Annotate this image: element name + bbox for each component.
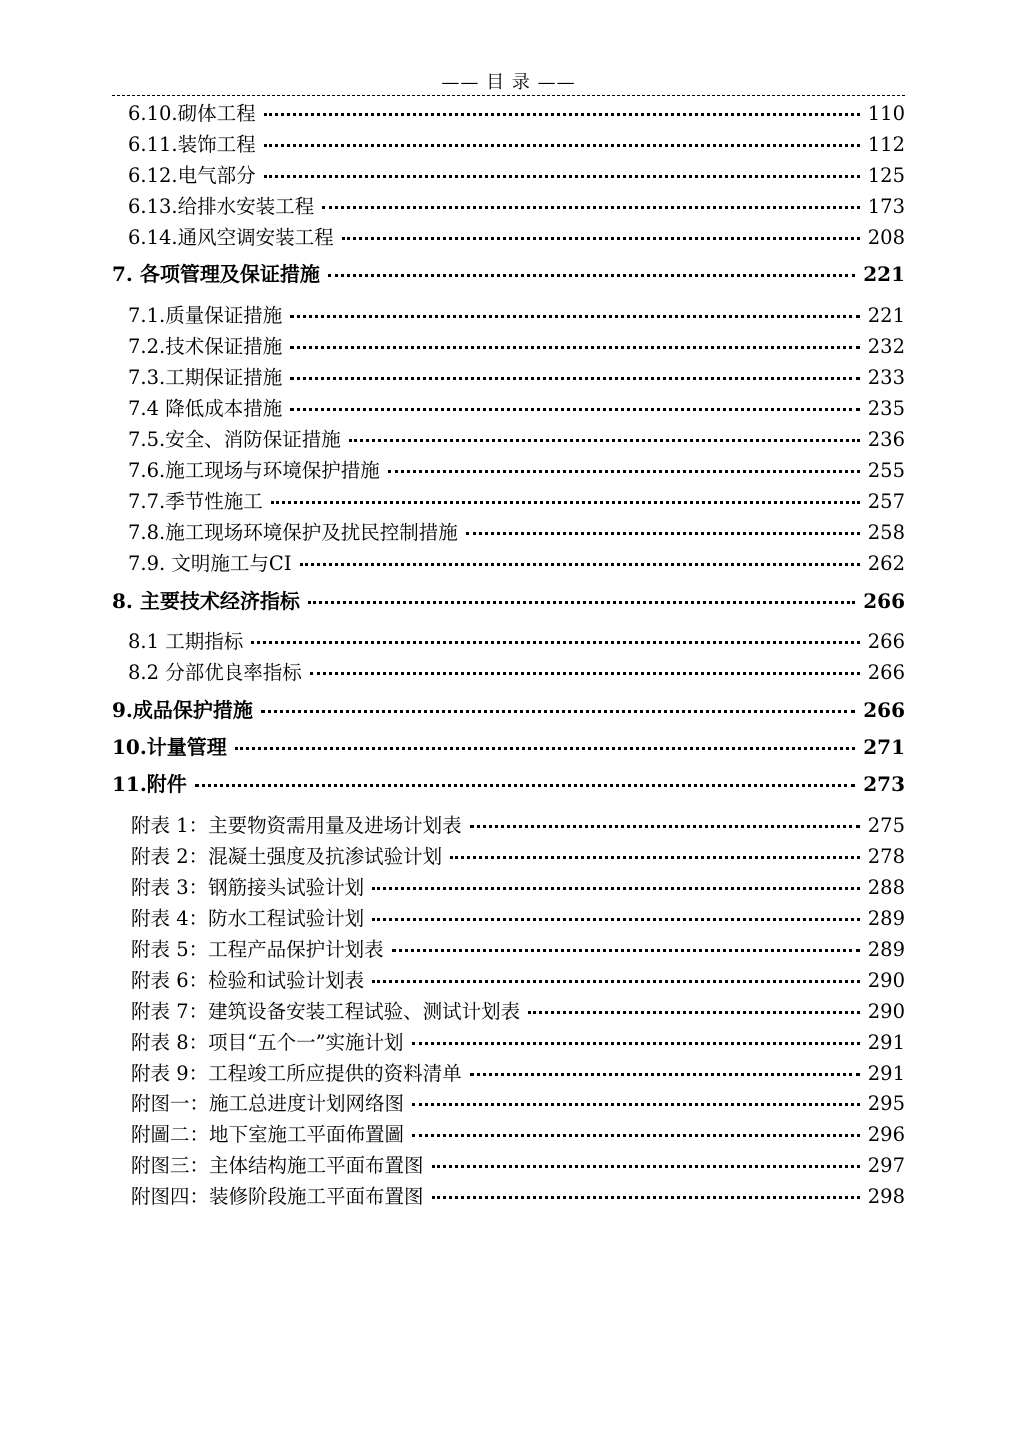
toc-dot-leader [264, 155, 860, 178]
toc-entry-label: 7.7.季节性施工 [128, 489, 263, 513]
toc-dot-leader [290, 357, 860, 380]
toc-entry-page-number: 232 [867, 334, 905, 358]
toc-entry-label: 6.11.装饰工程 [128, 132, 256, 156]
toc-entry[interactable] [131, 1180, 905, 1211]
toc-entry[interactable] [128, 330, 905, 361]
toc-entry-label: 6.10.砌体工程 [128, 101, 256, 125]
toc-entry-page-number: 110 [867, 101, 905, 125]
toc-entry[interactable] [112, 731, 905, 762]
toc-entry-page-number: 278 [867, 844, 905, 868]
toc-entry-label: 6.13.给排水安装工程 [128, 194, 315, 218]
toc-dot-leader [310, 652, 860, 675]
toc-entry-label: 7.3.工期保证措施 [128, 365, 283, 389]
toc-dot-leader [290, 388, 860, 411]
toc-dot-leader [261, 690, 855, 713]
toc-entry[interactable] [131, 809, 905, 840]
toc-entry-label: 附表 8：项目“五个一”实施计划 [131, 1030, 404, 1054]
toc-entry-label: 附表 6：检验和试验计划表 [131, 968, 365, 992]
toc-entry-label: 附表 9：工程竣工所应提供的资料清单 [131, 1061, 462, 1085]
toc-entry-label: 附表 3：钢筋接头试验计划 [131, 875, 365, 899]
toc-entry-page-number: 266 [863, 698, 905, 722]
toc-entry-page-number: 221 [867, 303, 905, 327]
toc-dot-leader [290, 326, 860, 349]
page-header-title: —— 目 录 —— [441, 72, 576, 93]
toc-entry-label: 7.1.质量保证措施 [128, 303, 283, 327]
toc-entry-page-number: 289 [867, 937, 905, 961]
toc-entry-label: 附图四：装修阶段施工平面布置图 [131, 1184, 424, 1208]
toc-dot-leader [372, 867, 860, 890]
toc-entry-label: 附表 7：建筑设备安装工程试验、测试计划表 [131, 999, 521, 1023]
toc-dot-leader [235, 727, 855, 750]
toc-entry[interactable] [128, 361, 905, 392]
toc-dot-leader [264, 93, 860, 116]
toc-entry-page-number: 266 [863, 589, 905, 613]
toc-entry-page-number: 296 [867, 1122, 905, 1146]
toc-entry-page-number: 290 [867, 999, 905, 1023]
toc-entry-page-number: 298 [867, 1184, 905, 1208]
toc-entry[interactable] [131, 871, 905, 902]
toc-dot-leader [271, 481, 860, 504]
toc-entry-page-number: 266 [867, 629, 905, 653]
toc-entry[interactable] [128, 97, 905, 128]
toc-entry-page-number: 290 [867, 968, 905, 992]
toc-dot-leader [290, 295, 860, 318]
toc-entry-page-number: 255 [867, 458, 905, 482]
toc-entry-page-number: 112 [867, 132, 905, 156]
toc-entry-page-number: 266 [867, 660, 905, 684]
toc-entry[interactable] [128, 485, 905, 516]
toc-entry[interactable] [131, 1087, 905, 1118]
toc-dot-leader [432, 1145, 860, 1168]
toc-dot-leader [195, 764, 855, 787]
toc-entry-label: 7.6.施工现场与环境保护措施 [128, 458, 380, 482]
toc-entry-page-number: 271 [863, 735, 905, 759]
toc-entry-page-number: 262 [867, 551, 905, 575]
toc-dot-leader [300, 543, 860, 566]
toc-dot-leader [372, 960, 860, 983]
toc-entry-label: 6.12.电气部分 [128, 163, 256, 187]
toc-entry[interactable] [128, 625, 905, 656]
toc-entry[interactable] [128, 299, 905, 330]
toc-entry-label: 附表 5：工程产品保护计划表 [131, 937, 384, 961]
toc-entry-label: 7.2.技术保证措施 [128, 334, 283, 358]
toc-dot-leader [470, 805, 860, 828]
toc-entry[interactable] [128, 392, 905, 423]
toc-entry[interactable] [131, 933, 905, 964]
toc-entry-page-number: 288 [867, 875, 905, 899]
toc-entry-page-number: 173 [867, 194, 905, 218]
toc-dot-leader [470, 1053, 860, 1076]
toc-entry-page-number: 125 [867, 163, 905, 187]
toc-entry-label: 附图三：主体结构施工平面布置图 [131, 1153, 424, 1177]
toc-dot-leader [412, 1083, 860, 1106]
toc-entry-label: 附表 2：混凝土强度及抗渗试验计划 [131, 844, 443, 868]
toc-entry-page-number: 273 [863, 772, 905, 796]
toc-entry-label: 8.2 分部优良率指标 [128, 660, 302, 684]
toc-dot-leader [264, 124, 860, 147]
toc-entry[interactable] [131, 1026, 905, 1057]
toc-entry-page-number: 275 [867, 813, 905, 837]
toc-entry-label: 附表 4：防水工程试验计划 [131, 906, 365, 930]
toc-entry-label: 附表 1：主要物资需用量及进场计划表 [131, 813, 462, 837]
toc-entry-page-number: 257 [867, 489, 905, 513]
toc-entry-label: 8. 主要技术经济指标 [112, 589, 300, 613]
toc-entry-label: 7. 各项管理及保证措施 [112, 262, 320, 286]
toc-entry[interactable] [131, 995, 905, 1026]
toc-entry[interactable] [128, 656, 905, 687]
toc-entry[interactable] [131, 1149, 905, 1180]
toc-entry[interactable] [128, 547, 905, 578]
toc-dot-leader [466, 512, 860, 535]
toc-dot-leader [412, 1114, 860, 1137]
toc-entry-page-number: 258 [867, 520, 905, 544]
toc-dot-leader [342, 217, 860, 240]
toc-entry-page-number: 295 [867, 1091, 905, 1115]
toc-entry-label: 6.14.通风空调安装工程 [128, 225, 334, 249]
toc-entry[interactable] [131, 964, 905, 995]
toc-entry-label: 附图一：施工总进度计划网络图 [131, 1091, 405, 1115]
toc-entry[interactable] [128, 128, 905, 159]
toc-entry[interactable] [128, 516, 905, 547]
toc-entry[interactable] [128, 423, 905, 454]
toc-entry[interactable] [112, 585, 905, 616]
toc-entry-page-number: 297 [867, 1153, 905, 1177]
toc-entry[interactable] [112, 258, 905, 289]
toc-entry[interactable] [128, 159, 905, 190]
toc-dot-leader [308, 581, 855, 604]
toc-dot-leader [412, 1022, 860, 1045]
toc-entry-page-number: 291 [867, 1030, 905, 1054]
toc-entry-page-number: 233 [867, 365, 905, 389]
toc-dot-leader [251, 621, 860, 644]
toc-dot-leader [372, 898, 860, 921]
toc-entry-page-number: 291 [867, 1061, 905, 1085]
toc-entry-label: 11.附件 [112, 772, 187, 796]
toc-entry[interactable] [128, 221, 905, 252]
toc-dot-leader [528, 991, 860, 1014]
toc-entry-label: 7.5.安全、消防保证措施 [128, 427, 341, 451]
toc-dot-leader [450, 836, 860, 859]
toc-entry[interactable] [131, 902, 905, 933]
toc-entry-page-number: 236 [867, 427, 905, 451]
toc-entry-label: 7.4 降低成本措施 [128, 396, 283, 420]
toc-entry[interactable] [128, 454, 905, 485]
toc-dot-leader [432, 1176, 860, 1199]
toc-entry[interactable] [131, 840, 905, 871]
toc-entry[interactable] [131, 1118, 905, 1149]
toc-dot-leader [388, 450, 860, 473]
toc-dot-leader [328, 254, 855, 277]
toc-entry-label: 7.8.施工现场环境保护及扰民控制措施 [128, 520, 458, 544]
toc-entry-page-number: 221 [863, 262, 905, 286]
toc-entry-label: 10.计量管理 [112, 735, 227, 759]
toc-entry-label: 9.成品保护措施 [112, 698, 253, 722]
toc-entry[interactable] [128, 190, 905, 221]
toc-entry[interactable] [112, 694, 905, 725]
toc-entry-label: 7.9. 文明施工与CI [128, 551, 292, 575]
toc-entry-page-number: 208 [867, 225, 905, 249]
toc-entry-label: 8.1 工期指标 [128, 629, 244, 653]
toc-entry-label: 附圖二：地下室施工平面佈置圖 [131, 1122, 405, 1146]
toc-entry-page-number: 235 [867, 396, 905, 420]
toc-entry-page-number: 289 [867, 906, 905, 930]
toc-dot-leader [392, 929, 860, 952]
toc-dot-leader [349, 419, 860, 442]
toc-dot-leader [322, 186, 860, 209]
toc-entry[interactable] [112, 768, 905, 799]
